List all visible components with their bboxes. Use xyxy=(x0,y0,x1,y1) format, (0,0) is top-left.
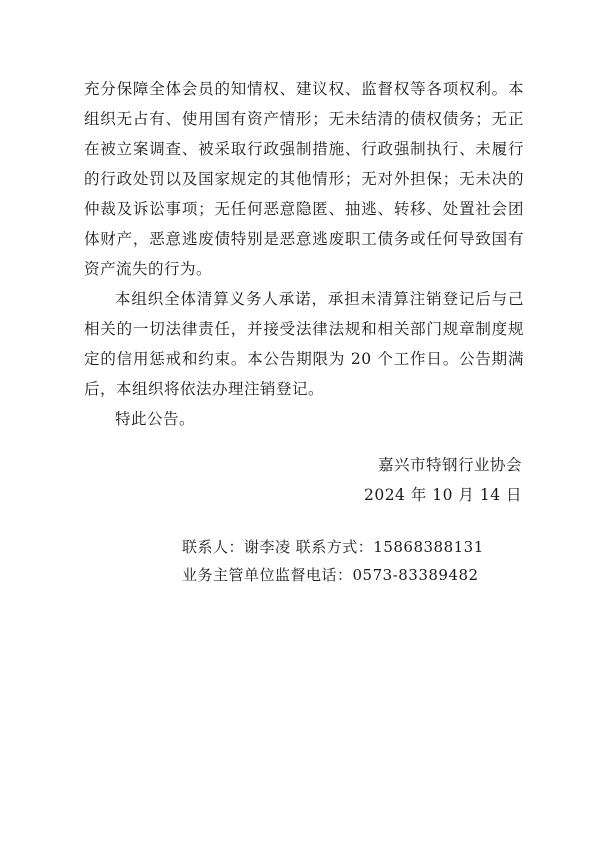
signature-date: 2024 年 10 月 14 日 xyxy=(363,486,522,504)
paragraph-commitment: 本组织全体清算义务人承诺，承担未清算注销登记后与己相关的一切法律责任，并接受法律法规和相关部门规章制度规定的信用惩戒和约束。本公告期限为 20 个工作日。公告期满后，本组织将依法办理注销登记。 xyxy=(84,290,524,398)
supervision-phone-line: 业务主管单位监督电话：0573-83389482 xyxy=(182,566,479,584)
paragraph-continuation: 充分保障全体会员的知情权、建议权、监督权等各项权利。本组织无占有、使用国有资产情形；无未结清的债权债务；无正在被立案调查、被采取行政强制措施、行政强制执行、未履行的行政处罚以及国家规定的其他情形；无对外担保；无未决的仲裁及诉讼事项；无任何恶意隐匿、抽逃、转移、处置社会团体财产，恶意逃废债特别是恶意逃废职工债务或任何导致国有资产流失的行为。 xyxy=(84,80,524,278)
paragraph-closing: 特此公告。 xyxy=(115,410,196,428)
contact-block xyxy=(182,533,484,589)
contact-person-line: 联系人：谢李凌 联系方式：15868388131 xyxy=(182,538,484,556)
announcement-body xyxy=(84,74,524,434)
signature-block xyxy=(364,450,522,510)
organization-name: 嘉兴市特钢行业协会 xyxy=(377,456,522,474)
